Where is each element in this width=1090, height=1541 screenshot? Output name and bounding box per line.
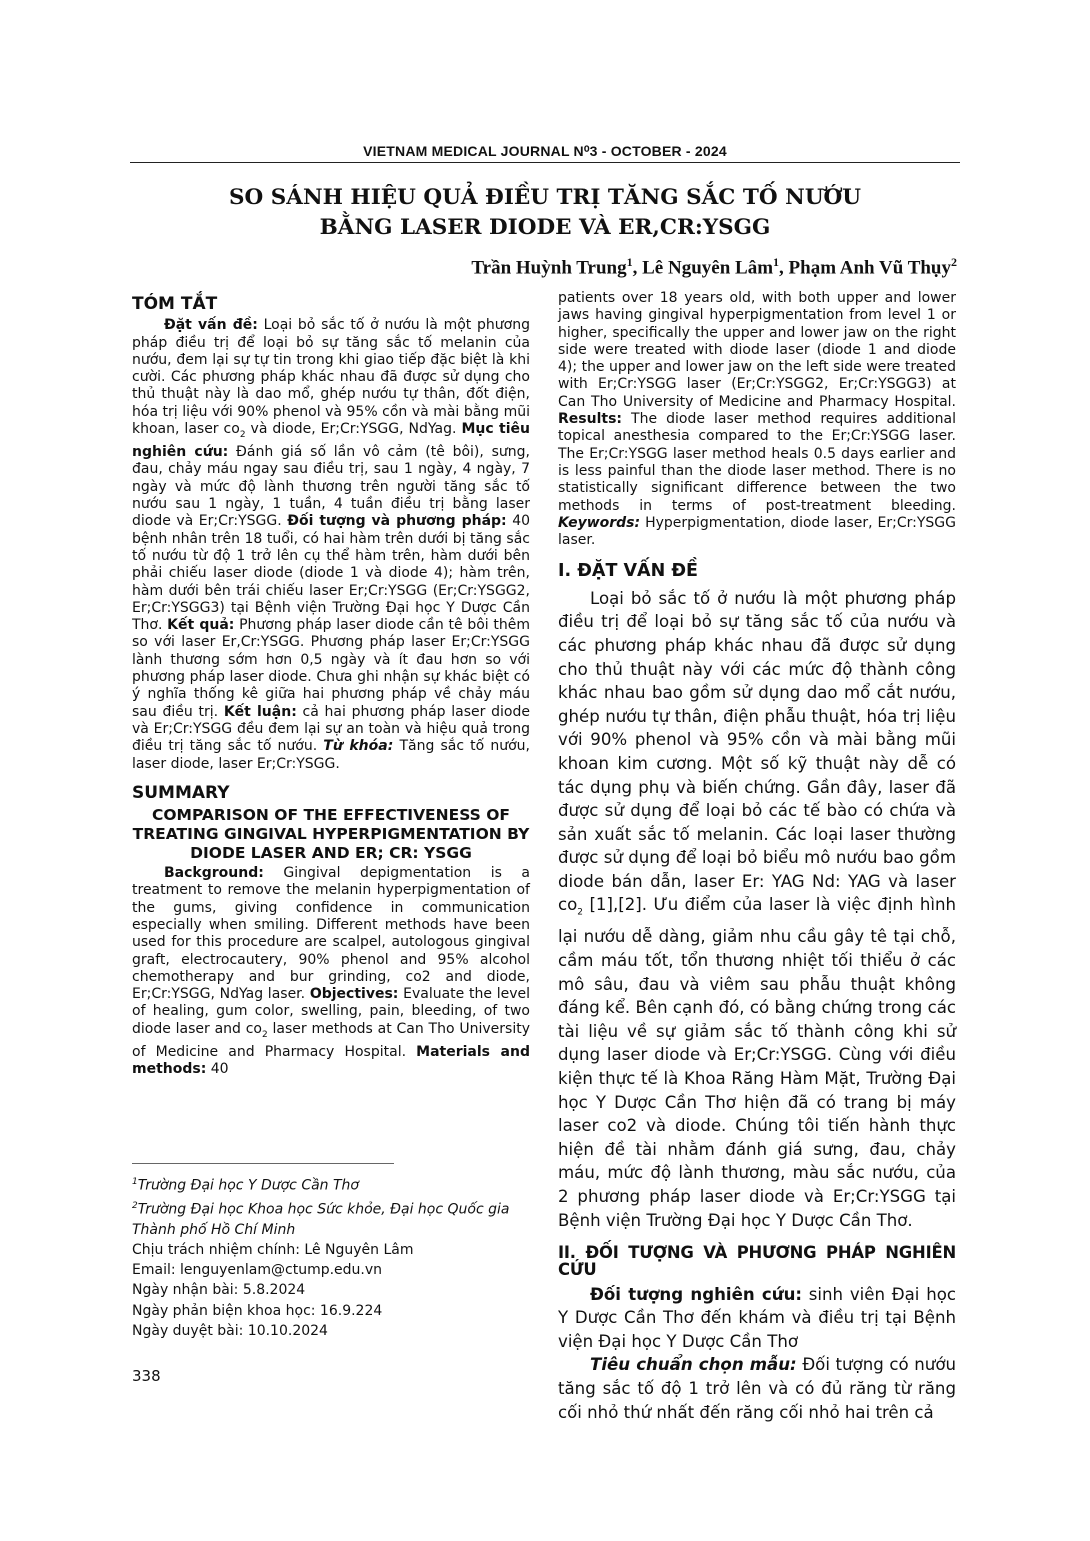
section-1-body <box>558 587 956 1232</box>
abstract-vi-text: Tăng sắc tố nướu, laser diode, laser Er;Cr:YSGG. <box>132 738 530 772</box>
summary-title: COMPARISON OF THE EFFECTIVENESS OF TREATING GINGIVAL HYPERPIGMENTATION BY DIODE LASER AND ER; CR: YSGG <box>132 806 530 863</box>
section-1-text: [1],[2]. Ưu điểm của laser là việc định hình lại nướu dễ dàng, giảm nhu cầu gây tê tại chỗ, cầm máu tốt, tổn thương nhiệt tối thiểu ở các mô sâu, đau và viêm sau phẫu thuật không đáng kể. Bên cạnh đó, có bằng chứng trong các tài liệu về sự giảm sắc tố thành công khi sử dụng laser diode và Er;Cr:YSGG. Cùng với điều kiện thực tế là Khoa Răng Hàm Mặt, Trường Đại học Y Dược Cần Thơ hiện đã có trang bị máy laser co2 và diode. Chúng tôi tiến hành thực hiện đề tài nhằm đánh giá sưng, đau, chảy máu, mức độ lành thương, màu sắc nướu, của 2 phương pháp laser diode và Er;Cr:YSGG tại Bệnh viện Trường Đại học Y Dược Cần Thơ. <box>558 895 956 1230</box>
summary-text: Evaluate the level of healing, gum color, swelling, pain, bleeding, of two diode laser and co <box>132 986 530 1037</box>
abstract-vi-text: Loại bỏ sắc tố ở nướu là một phương pháp điều trị để loại bỏ sự tăng sắc tố melanin của nướu, đem lại sự tự tin trong khi giao tiếp đặc biệt là khi cười. Các phương pháp khác nhau đã được sử dụng cho thủ thuật này là dao mổ, ghép nướu tự thân, đốt điện, hóa trị liệu với 90% phenol và 95% cồn và mài bằng mũi khoan, laser co <box>132 317 530 438</box>
date-reviewed: Ngày phản biện khoa học: 16.9.224 <box>132 1302 383 1319</box>
summary-text: The diode laser method requires additional topical anesthesia compared to the Er;Cr:YSGG laser. The Er;Cr:YSGG laser method heals 0.5 days earlier and is less painful than the diode laser method. There is no statistically significant difference between the two methods in terms of post-treatment bleeding. <box>558 411 956 514</box>
section-2-para-2 <box>558 1353 956 1424</box>
left-column <box>132 296 530 1078</box>
summary-body-continued <box>558 290 956 549</box>
affiliation-2 <box>132 1196 542 1240</box>
summary-label: Objectives: <box>309 986 399 1003</box>
footnote-marker: 1 <box>132 1177 138 1187</box>
summary-text: Gingival depigmentation is a treatment to remove the melanin hyperpigmentation of the gums, giving confidence in communication especially when smiling. Different methods have been used for this procedure are scalpel, autologous gingival graft, electrocautery, 90% phenol and 95% alcohol chemotherapy and bur grinding, co2 and diode, Er;Cr:YSGG, NdYag laser. <box>132 865 530 1003</box>
summary-body <box>132 865 530 1078</box>
date-accepted: Ngày duyệt bài: 10.10.2024 <box>132 1322 328 1339</box>
subscript: 2 <box>239 429 246 440</box>
summary-label: Materials and methods: <box>132 1043 530 1078</box>
responsible-author: Chịu trách nhiệm chính: Lê Nguyên Lâm <box>132 1241 414 1258</box>
abstract-vi-text: và diode, Er;Cr:YSGG, NdYag. <box>245 421 462 438</box>
section-2-label: Đối tượng nghiên cứu: <box>590 1284 803 1304</box>
abstract-vi-body <box>132 317 530 773</box>
abstract-vi-text: Phương pháp laser diode cần tê bôi thêm so với laser Er,Cr:YSGG. Phương pháp laser Er;Cr:YSGG lành thương sớm hơn 0,5 ngày và ít đau hơn so với phương pháp laser diode. Chưa ghi nhận sự khác biệt có ý nghĩa thống kê giữa hai phương pháp về chảy máu sau điều trị. <box>132 617 530 720</box>
summary-label: Keywords: <box>558 514 641 531</box>
author-name: Phạm Anh Vũ Thụy <box>788 257 951 279</box>
abstract-vi-label: Kết luận: <box>223 703 297 720</box>
abstract-vi-text: 40 bệnh nhân trên 18 tuổi, có hai hàm trên dưới bị tăng sắc tố nướu từ độ 1 trở lên cụ thể hàm trên, hàm dưới bên phải chiếu laser diode (diode 1 và diode 4); hàm trên, hàm dưới bên trái chiếu laser Er;Cr:YSGG (Er;Cr:YSGG2, Er;Cr:YSGG3) tại Bệnh viện Trường Đại học Y Dược Cần Thơ. <box>132 513 531 634</box>
section-2-text: sinh viên Đại học Y Dược Cần Thơ đến khám và điều trị tại Bệnh viện Đại học Y Dược Cần Thơ <box>558 1284 956 1351</box>
abstract-vi-label: Từ khóa: <box>323 738 394 755</box>
summary-text: 40 <box>206 1061 229 1078</box>
affiliation-text: Trường Đại học Y Dược Cần Thơ <box>137 1177 359 1194</box>
footnotes <box>132 1172 542 1341</box>
section-2-heading: II. ĐỐI TƯỢNG VÀ PHƯƠNG PHÁP NGHIÊN CỨU <box>558 1243 956 1280</box>
header-rule <box>130 162 960 163</box>
author-separator: , <box>632 257 643 279</box>
author-affiliation: 1 <box>626 255 633 269</box>
author-name: Trần Huỳnh Trung <box>471 257 627 279</box>
summary-label: Results: <box>558 411 622 428</box>
subscript: 2 <box>577 907 584 918</box>
running-header: VIETNAM MEDICAL JOURNAL N⁰3 - OCTOBER - 2024 <box>363 143 727 159</box>
contact-email: Email: lenguyenlam@ctump.edu.vn <box>132 1262 383 1279</box>
date-received: Ngày nhận bài: 5.8.2024 <box>132 1282 306 1299</box>
affiliation-1 <box>132 1172 542 1196</box>
title-line-2: BẰNG LASER DIODE VÀ ER,CR:YSGG <box>319 215 771 240</box>
section-2-text: Đối tượng có nướu tăng sắc tố độ 1 trở lên và có đủ răng từ răng cối nhỏ thứ nhất đến răng cối nhỏ hai trên cả <box>558 1355 956 1422</box>
abstract-vi-text: Đánh giá số lần vô cảm (tê bôi), sưng, đau, chảy máu ngay sau điều trị, sau 1 ngày, 4 ngày, 7 ngày và mức độ lành thương trên người tăng sắc tố nướu sau 1 ngày, 1 tuần, 4 tuần điều trị bằng laser diode và Er;Cr:YSGG. <box>132 444 531 530</box>
author-affiliation: 2 <box>951 255 957 269</box>
abstract-vi-label: Đối tượng và phương pháp: <box>287 513 507 530</box>
section-2-label: Tiêu chuẩn chọn mẫu: <box>590 1355 797 1375</box>
author-list <box>300 255 957 279</box>
footnote-marker: 2 <box>132 1200 138 1211</box>
summary-label: Background: <box>164 865 264 882</box>
author-affiliation: 1 <box>773 255 780 269</box>
page-number: 338 <box>132 1367 161 1385</box>
article-title <box>150 183 940 243</box>
summary-text: Hyperpigmentation, diode laser, Er;Cr:YSGG laser. <box>558 514 956 549</box>
abstract-vi-text: cả hai phương pháp laser diode và Er;Cr:YSGG đều đem lại sự an toàn và hiệu quả trong điều trị tăng sắc tố nướu. <box>132 703 530 755</box>
section-2-para-1 <box>558 1283 956 1354</box>
footnote-rule <box>132 1163 394 1164</box>
summary-text: patients over 18 years old, with both upper and lower jaws having gingival hyperpigmentation from level 1 or higher, specifically the upper and lower jaw on the right side were treated with diode laser (diode 1 and diode 4); the upper and lower jaw on the left side were treated with Er;Cr:YSGG laser (Er;Cr:YSGG2, Er;Cr:YSGG3) at Can Tho University of Medicine and Pharmacy Hospital. <box>558 290 956 410</box>
abstract-vi-label: Đặt vấn đề: <box>164 317 258 334</box>
abstract-vi-heading: TÓM TẮT <box>132 294 218 314</box>
title-line-1: SO SÁNH HIỆU QUẢ ĐIỀU TRỊ TĂNG SẮC TỐ NƯỚU <box>229 185 861 210</box>
summary-heading: SUMMARY <box>132 782 230 803</box>
affiliation-text: Trường Đại học Khoa học Sức khỏe, Đại học Quốc gia Thành phố Hồ Chí Minh <box>132 1201 510 1238</box>
author-separator: , <box>779 257 789 279</box>
section-1-text: Loại bỏ sắc tố ở nướu là một phương pháp điều trị để loại bỏ sự tăng sắc tố của nướu và các phương pháp khác nhau đã được sử dụng cho thủ thuật này với các mức độ thành công khác nhau bao gồm sử dụng dao mổ cắt nướu, ghép nướu tự thân, điện phẫu thuật, hóa trị liệu với 90% phenol và 95% cồn và mài bằng mũi khoan kim cương. Một số kỹ thuật này dễ có tác dụng phụ và biến chứng. Gần đây, laser đã được sử dụng để loại bỏ các tế bào có chứa và sản xuất sắc tố melanin. Các loại laser thường được sử dụng để loại bỏ biểu mô nướu bao gồm diode bán dẫn, laser Er: YAG Nd: YAG và laser co <box>558 588 956 915</box>
summary-text: laser methods at Can Tho University of Medicine and Pharmacy Hospital. <box>132 1020 530 1060</box>
abstract-vi-label: Mục tiêu nghiên cứu: <box>132 421 530 461</box>
author-name: Lê Nguyên Lâm <box>642 257 774 279</box>
right-column <box>558 290 956 1424</box>
section-1-heading: I. ĐẶT VẤN ĐỀ <box>558 561 698 582</box>
subscript: 2 <box>262 1029 268 1040</box>
abstract-vi-label: Kết quả: <box>167 617 235 634</box>
